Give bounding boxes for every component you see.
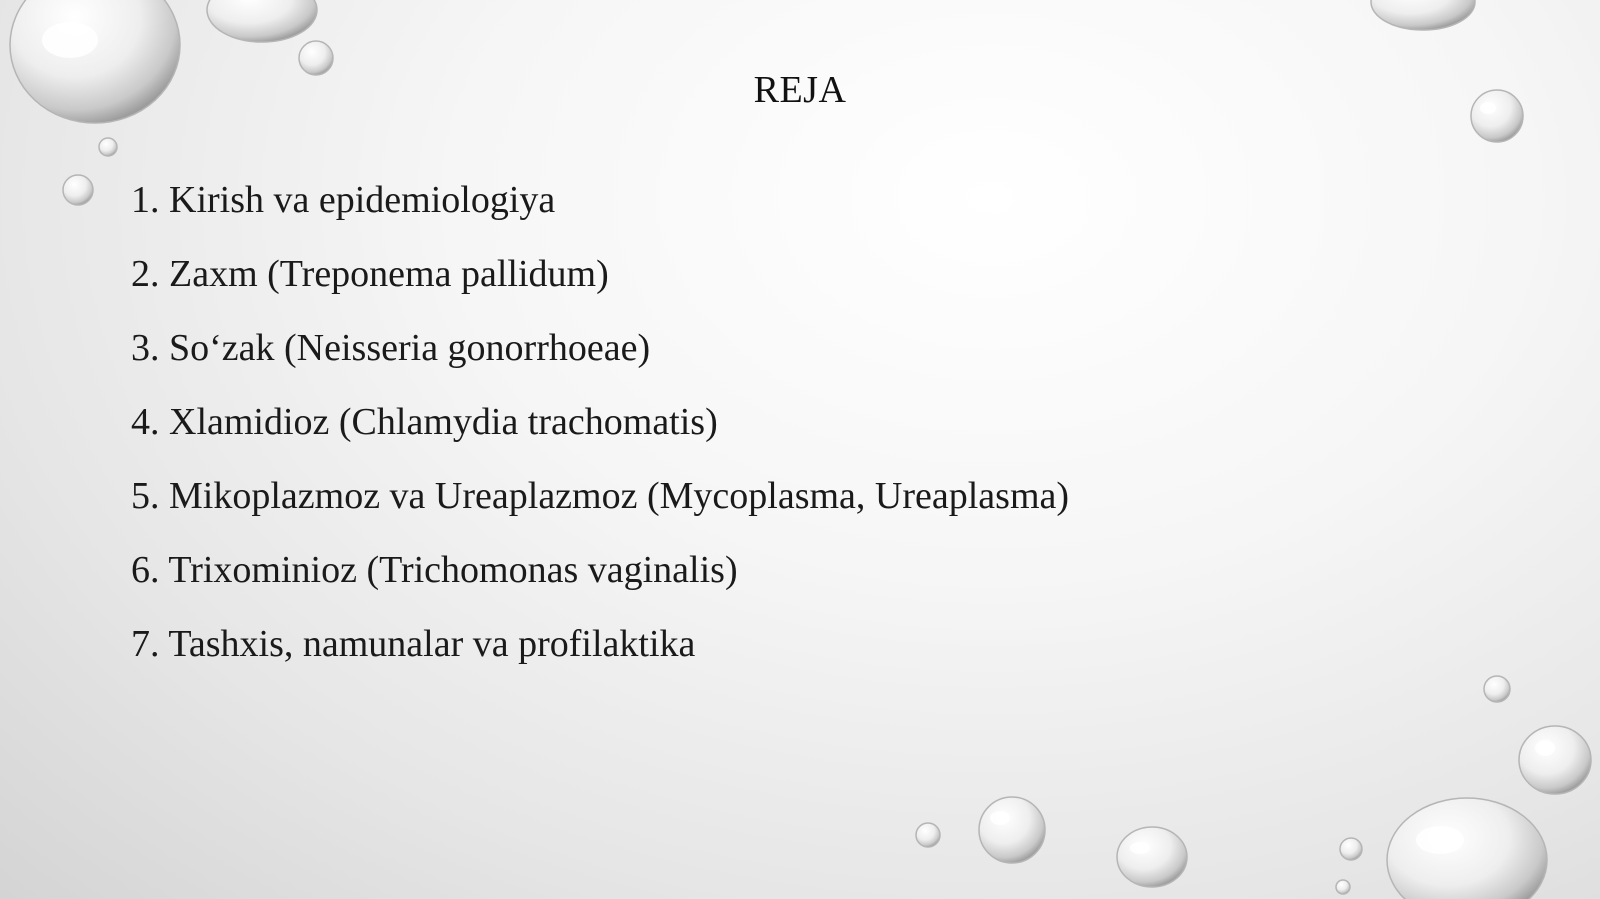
- slide-title: REJA: [753, 69, 847, 111]
- agenda-list: [131, 163, 1069, 681]
- agenda-item: 1. Kirish va epidemiologiya: [131, 179, 556, 221]
- agenda-item: 7. Tashxis, namunalar va profilaktika: [131, 623, 696, 665]
- agenda-item: 4. Xlamidioz (Chlamydia trachomatis): [131, 401, 718, 443]
- agenda-item: 2. Zaxm (Treponema pallidum): [131, 253, 609, 295]
- agenda-item: 5. Mikoplazmoz va Ureaplazmoz (Mycoplasma, Ureaplasma): [131, 475, 1070, 517]
- agenda-item: 6. Trixominioz (Trichomonas vaginalis): [131, 549, 738, 591]
- agenda-item: 3. So‘zak (Neisseria gonorrhoeae): [131, 327, 651, 369]
